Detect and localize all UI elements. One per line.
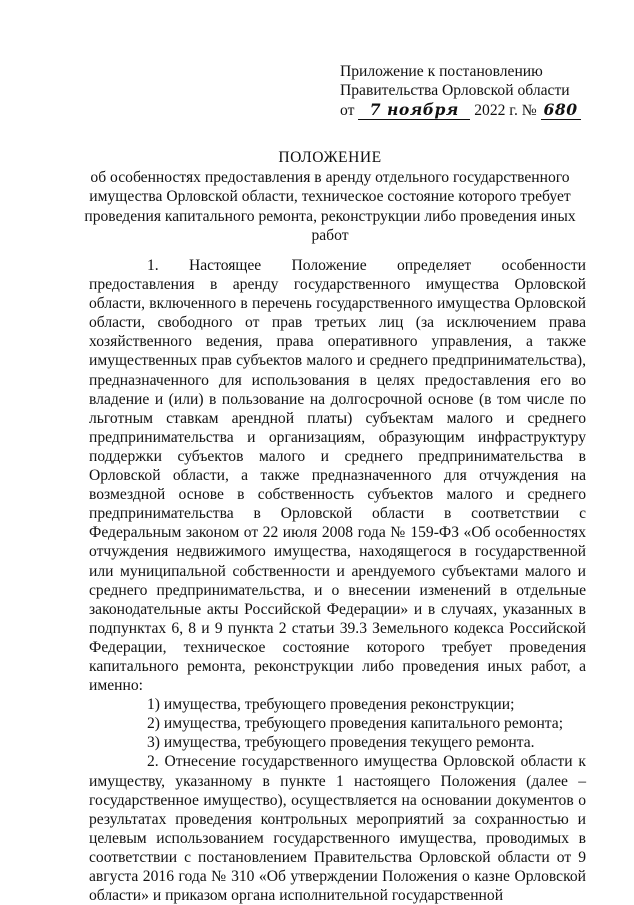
appendix-line-1: Приложение к постановлению (340, 63, 543, 80)
year-label: 2022 г. № (474, 102, 537, 119)
appendix-header (340, 62, 630, 120)
date-prefix: от (340, 102, 355, 119)
title-subtitle: об особенностях предоставления в аренду отдельного государственного имущества Орловской области, техническое состояние которого требует проведения капитального ремонта, реконструкции либо проведения иных работ (84, 168, 576, 244)
list-item-2: 2) имущества, требующего проведения капитального ремонта; (147, 715, 564, 733)
appendix-line-2: Правительства Орловской области (340, 82, 570, 99)
paragraph-1: 1. Настоящее Положение определяет особенности предоставления в аренду государственного имущества Орловской области, включенного в перечень государственного имущества Орловской области, свободного от прав третьих лиц (за исключением права хозяйственного ведения, права оперативного управления, а также имущественных прав субъектов малого и среднего предпринимательства), предназначенного для использования в целях предоставления его во владение и (или) в пользование на долгосрочной основе (в том числе по льготным ставкам арендной платы) субъектам малого и среднего предпринимательства и организациям, образующим инфраструктуру поддержки субъектов малого и среднего предпринимательства в Орловской области, а также предназначенного для отчуждения на возмездной основе в собственность субъектов малого и среднего предпринимательства в Орловской области в соответствии с Федеральным законом от 22 июля 2008 года № 159-ФЗ «Об особенностях отчуждения недвижимого имущества, находящегося в государственной или муниципальной собственности и арендуемого субъектами малого и среднего предпринимательства, и о внесении изменений в отдельные законодательные акты Российской Федерации» и в случаях, указанных в подпунктах 6, 8 и 9 пункта 2 статьи 39.3 Земельного кодекса Российской Федерации, техническое состояние которого требует проведения капитального ремонта, реконструкции либо проведения иных работ, а именно: (89, 257, 586, 695)
title-heading: ПОЛОЖЕНИЕ (278, 149, 382, 166)
handwritten-date: 7 ноября (358, 100, 470, 120)
list-item-3: 3) имущества, требующего проведения текущего ремонта. (147, 734, 535, 752)
list-item-1: 1) имущества, требующего проведения реконструкции; (147, 696, 515, 714)
document-body (89, 256, 586, 905)
appendix-date-line (340, 100, 630, 120)
paragraph-2: 2. Отнесение государственного имущества Орловской области к имуществу, указанному в пункте 1 настоящего Положения (далее – государственное имущество), осуществляется на основании документов о результатах проведения контрольных мероприятий за сохранностью и целевым использованием государственного имущества, проводимых в соответствии с постановлением Правительства Орловской области от 9 августа 2016 года № 310 «Об утверждении Положения о казне Орловской области» и приказом органа исполнительной государственной (89, 753, 586, 905)
document-title (80, 148, 580, 246)
handwritten-number: 680 (541, 100, 581, 120)
